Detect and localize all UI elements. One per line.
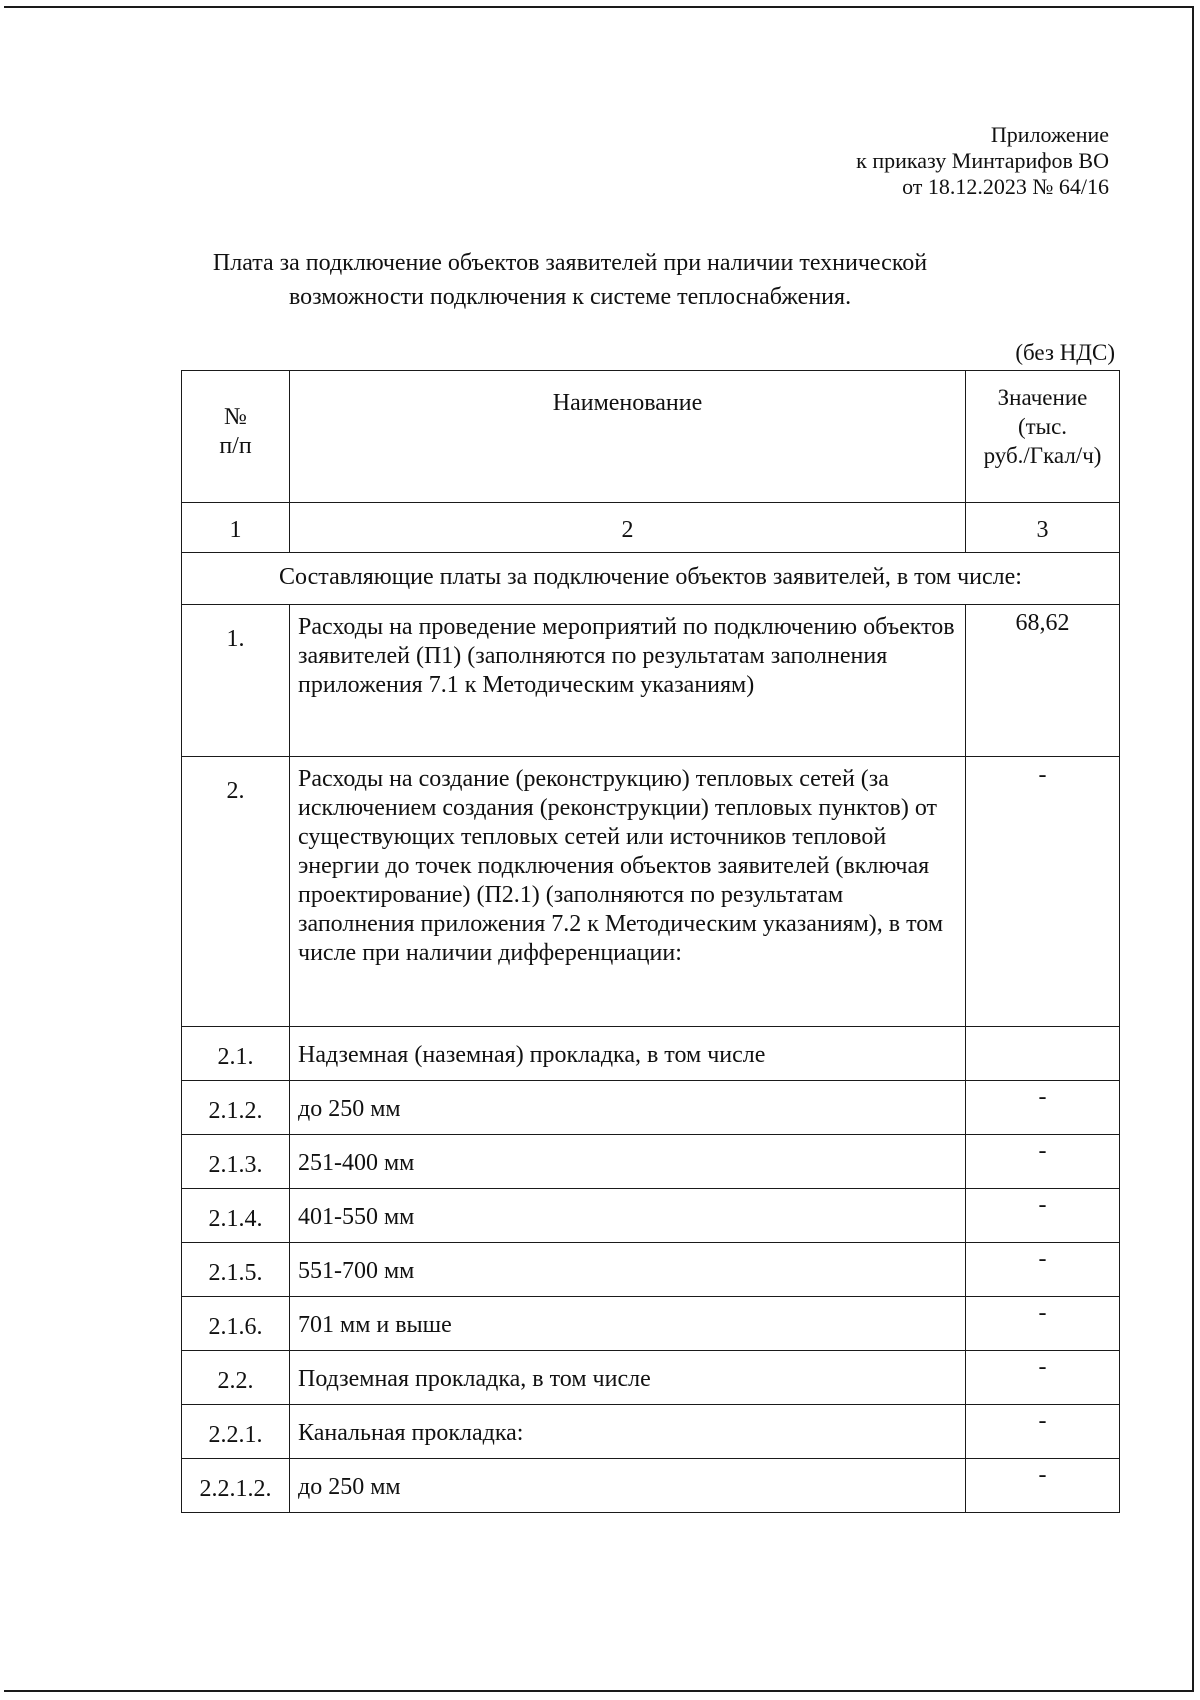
- table-row: [182, 757, 1120, 1027]
- row-number: 2.2.1.2.: [182, 1459, 290, 1513]
- tariff-table: [181, 370, 1120, 1513]
- row-name: Расходы на создание (реконструкцию) тепловых сетей (за исключением создания (реконструкции) тепловых пунктов) от существующих тепловых сетей или источников тепловой энергии до точек подключения объектов заявителей (включая проектирование) (П2.1) (заполняются по результатам заполнения приложения 7.2 к Методическим указаниям), в том числе при наличии дифференциации:: [290, 757, 966, 1027]
- row-value: -: [966, 1351, 1120, 1405]
- appendix-header: [856, 122, 1109, 200]
- column-index-3: 3: [966, 503, 1120, 553]
- table-row: [182, 1027, 1120, 1081]
- row-name: 701 мм и выше: [290, 1297, 966, 1351]
- row-value: -: [966, 1297, 1120, 1351]
- header-num-line-1: №: [224, 404, 247, 430]
- row-number: 2.1.6.: [182, 1297, 290, 1351]
- table-row: [182, 1405, 1120, 1459]
- row-number: 2.1.4.: [182, 1189, 290, 1243]
- header-value-line-1: Значение: [997, 385, 1088, 410]
- row-name: Канальная прокладка:: [290, 1405, 966, 1459]
- row-name: Надземная (наземная) прокладка, в том числе: [290, 1027, 966, 1081]
- table-row: [182, 1243, 1120, 1297]
- vat-note: (без НДС): [1015, 340, 1115, 365]
- row-number: 2.1.: [182, 1027, 290, 1081]
- table-row: [182, 1351, 1120, 1405]
- row-name: 551-700 мм: [290, 1243, 966, 1297]
- column-index-1: 1: [182, 503, 290, 553]
- row-number: 2.2.1.: [182, 1405, 290, 1459]
- row-value: -: [966, 1459, 1120, 1513]
- document-title-line-2: возможности подключения к системе теплоснабжения.: [288, 284, 852, 310]
- appendix-line-1: Приложение: [990, 122, 1109, 147]
- table-row: [182, 605, 1120, 757]
- row-name: до 250 мм: [290, 1459, 966, 1513]
- row-value: -: [966, 1189, 1120, 1243]
- column-index-2: 2: [290, 503, 966, 553]
- header-value-line-2: (тыс.: [1017, 414, 1068, 439]
- table-row: [182, 1135, 1120, 1189]
- header-value-line-3: руб./Гкал/ч): [983, 443, 1102, 468]
- row-value: -: [966, 757, 1120, 1027]
- row-name: Подземная прокладка, в том числе: [290, 1351, 966, 1405]
- appendix-line-2: к приказу Минтарифов ВО: [856, 148, 1109, 173]
- header-name-cell: Наименование: [290, 371, 966, 503]
- row-name: 401-550 мм: [290, 1189, 966, 1243]
- row-name: до 250 мм: [290, 1081, 966, 1135]
- row-value: -: [966, 1081, 1120, 1135]
- row-number: 2.2.: [182, 1351, 290, 1405]
- table-row: [182, 1189, 1120, 1243]
- row-value: -: [966, 1243, 1120, 1297]
- row-number: 2.1.2.: [182, 1081, 290, 1135]
- table-row: [182, 1081, 1120, 1135]
- row-value: 68,62: [966, 605, 1120, 757]
- row-number: 1.: [182, 605, 290, 757]
- header-num-cell: [182, 371, 290, 503]
- document-title-line-1: Плата за подключение объектов заявителей при наличии технической: [212, 250, 928, 276]
- row-value: -: [966, 1135, 1120, 1189]
- row-number: 2.1.5.: [182, 1243, 290, 1297]
- document-title: [180, 246, 960, 314]
- table-row: [182, 1297, 1120, 1351]
- row-value: [966, 1027, 1120, 1081]
- row-value: -: [966, 1405, 1120, 1459]
- table-header-row: [182, 371, 1120, 503]
- header-value-cell: [966, 371, 1120, 503]
- row-name: 251-400 мм: [290, 1135, 966, 1189]
- column-index-row: [182, 503, 1120, 553]
- row-number: 2.: [182, 757, 290, 1027]
- section-title-row: [182, 553, 1120, 605]
- table-row: [182, 1459, 1120, 1513]
- row-number: 2.1.3.: [182, 1135, 290, 1189]
- row-name: Расходы на проведение мероприятий по подключению объектов заявителей (П1) (заполняются по результатам заполнения приложения 7.1 к Методическим указаниям): [290, 605, 966, 757]
- appendix-line-3: от 18.12.2023 № 64/16: [902, 174, 1109, 199]
- header-num-line-2: п/п: [219, 433, 252, 459]
- section-title: Составляющие платы за подключение объектов заявителей, в том числе:: [182, 553, 1120, 605]
